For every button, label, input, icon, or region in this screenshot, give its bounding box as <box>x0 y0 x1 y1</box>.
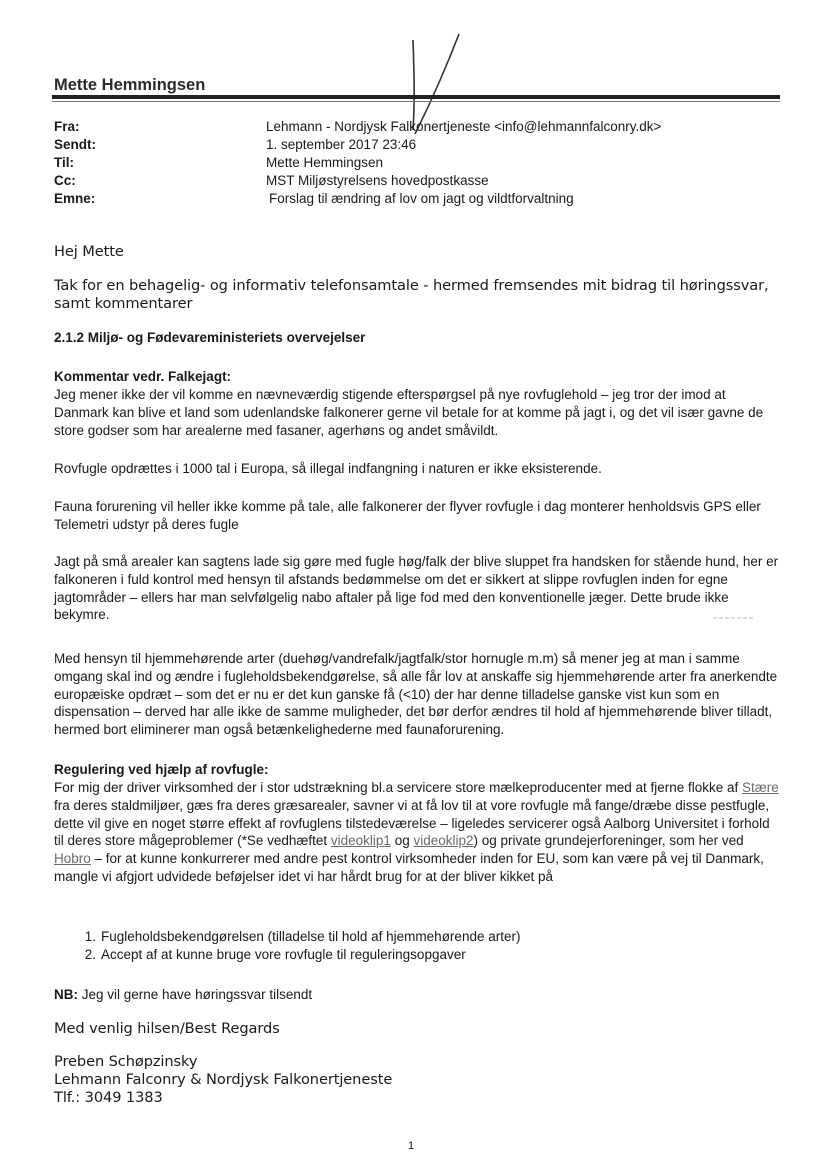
intro-paragraph: Tak for en behagelig- og informativ telefonsamtale - hermed fremsendes mit bidrag til høringssvar, samt kommentarer <box>54 277 769 312</box>
nb-text: Jeg vil gerne have høringssvar tilsendt <box>78 987 313 1002</box>
cc-label: Cc: <box>54 173 76 188</box>
regulering-text-2: fra deres staldmiljøer, gæs fra deres græsarealer, savner vi at få lov til at vore rovfugle må fange/dræbe disse pestfugle, dette vil give en noget større effekt af rovfuglens tilstedeværelse – ligeledes servicerer også Aalborg Universitet i forhold til deres store mågeproblemer (*Se vedhæftet <box>54 797 770 849</box>
from-label: Fra: <box>54 119 80 134</box>
link-videoklip2[interactable]: videoklip2 <box>413 833 474 849</box>
signer-phone: Tlf.: 3049 1383 <box>54 1089 163 1106</box>
closing: Med venlig hilsen/Best Regards <box>54 1020 280 1037</box>
list-item <box>54 928 782 946</box>
list-text: Fugleholdsbekendgørelsen (tilladelse til hold af hjemmehørende arter) <box>101 929 521 944</box>
sent-value: 1. september 2017 23:46 <box>266 137 417 152</box>
subject-value: Forslag til ændring af lov om jagt og vildtforvaltning <box>269 191 574 206</box>
header-rule-thin <box>52 101 780 102</box>
regulering-title: Regulering ved hjælp af rovfugle: <box>54 762 269 777</box>
signer-company: Lehmann Falconry & Nordjysk Falkonertjeneste <box>54 1071 393 1088</box>
signer-name: Preben Schøpzinsky <box>54 1053 198 1070</box>
to-value: Mette Hemmingsen <box>266 155 384 170</box>
nb-note <box>54 986 312 1004</box>
nb-label: NB: <box>54 987 78 1002</box>
link-videoklip1[interactable]: videoklip1 <box>330 833 391 849</box>
regulering-text-4: ) og private grundejerforeninger, som her ved <box>473 833 744 849</box>
paragraph-regulering <box>54 779 782 886</box>
paragraph-fauna: Fauna forurening vil heller ikke komme på tale, alle falkonerer der flyver rovfugle i dag monterer henholdsvis GPS eller Telemetri udstyr på deres fugle <box>54 499 761 532</box>
sent-label: Sendt: <box>54 137 96 152</box>
cc-value: MST Miljøstyrelsens hovedpostkasse <box>266 173 489 188</box>
to-label: Til: <box>54 155 74 170</box>
falkejagt-title: Kommentar vedr. Falkejagt: <box>54 369 232 384</box>
page-number: 1 <box>408 1140 415 1152</box>
header-rule <box>52 95 780 99</box>
list-number: 2. <box>84 947 96 962</box>
link-hobro[interactable]: Hobro <box>54 851 91 867</box>
list-item <box>54 946 782 964</box>
list-text: Accept af at kunne bruge vore rovfugle til reguleringsopgaver <box>101 947 466 962</box>
paragraph-native-species: Med hensyn til hjemmehørende arter (duehøg/vandrefalk/jagtfalk/stor hornugle m.m) så mener jeg at man i samme omgang skal ind og ændre i fugleholdsbekendgørelse, så alle får lov at anskaffe sig hjemmehørende arter fra anerkendte europæiske opdræt – som det er nu er det kun ganske få (<10) der har denne tilladelse ganske vist kun som en dispensation – derved har alle ikke de samme muligheder, det bør derfor ændres til hold af hjemmehørende bliver tilladt, hermed bort eliminerer man også betænkelighederne med faunaforurening. <box>54 651 778 738</box>
paragraph-breeding: Rovfugle opdrættes i 1000 tal i Europa, så illegal indfangning i naturen er ikke eksisterende. <box>54 461 602 476</box>
pen-stroke <box>712 615 754 621</box>
link-staere[interactable]: Stære <box>742 780 779 795</box>
greeting: Hej Mette <box>54 243 124 260</box>
regulering-text-3: og <box>390 833 414 849</box>
paragraph-small-areas: Jagt på små arealer kan sagtens lade sig gøre med fugle høg/falk der blive sluppet fra handsken for stående hund, her er falkoneren i fuld kontrol med hensyn til afstands bedømmelse om det er sikkert at slippe rovfuglen inden for egne jagtområder – ellers har man selvfølgelig nabo aftaler på lige fod med den konventionelle jæger. Dette brude ikke bekymre. <box>54 554 779 623</box>
list-number: 1. <box>84 929 96 944</box>
sender-name: Mette Hemmingsen <box>54 76 206 94</box>
section-title: 2.1.2 Miljø- og Fødevareministeriets overvejelser <box>54 330 366 345</box>
regulering-text-5: – for at kunne konkurrerer med andre pest kontrol virksomheder inden for EU, som kan være på vej til Danmark, mangle vi afgjort udvidede beføjelser idet vi har hårdt brug for at der bliver kikket på <box>54 851 764 884</box>
paragraph-demand: Jeg mener ikke der vil komme en nævneværdig stigende efterspørgsel på nye rovfuglehold – jeg tror der imod at Danmark kan blive et land som udenlandske falkonerer gerne vil betale for at komme på jagt i, og det vil især gavne de store godser som har arealerne med fasaner, agerhøns og andet småvildt. <box>54 387 764 438</box>
subject-label: Emne: <box>54 191 96 206</box>
regulering-text-1: For mig der driver virksomhed der i stor udstrækning bl.a servicere store mælkeproducenter med at fjerne flokke af <box>54 780 743 795</box>
from-value: Lehmann - Nordjysk Falkonertjeneste <info@lehmannfalconry.dk> <box>266 119 662 134</box>
